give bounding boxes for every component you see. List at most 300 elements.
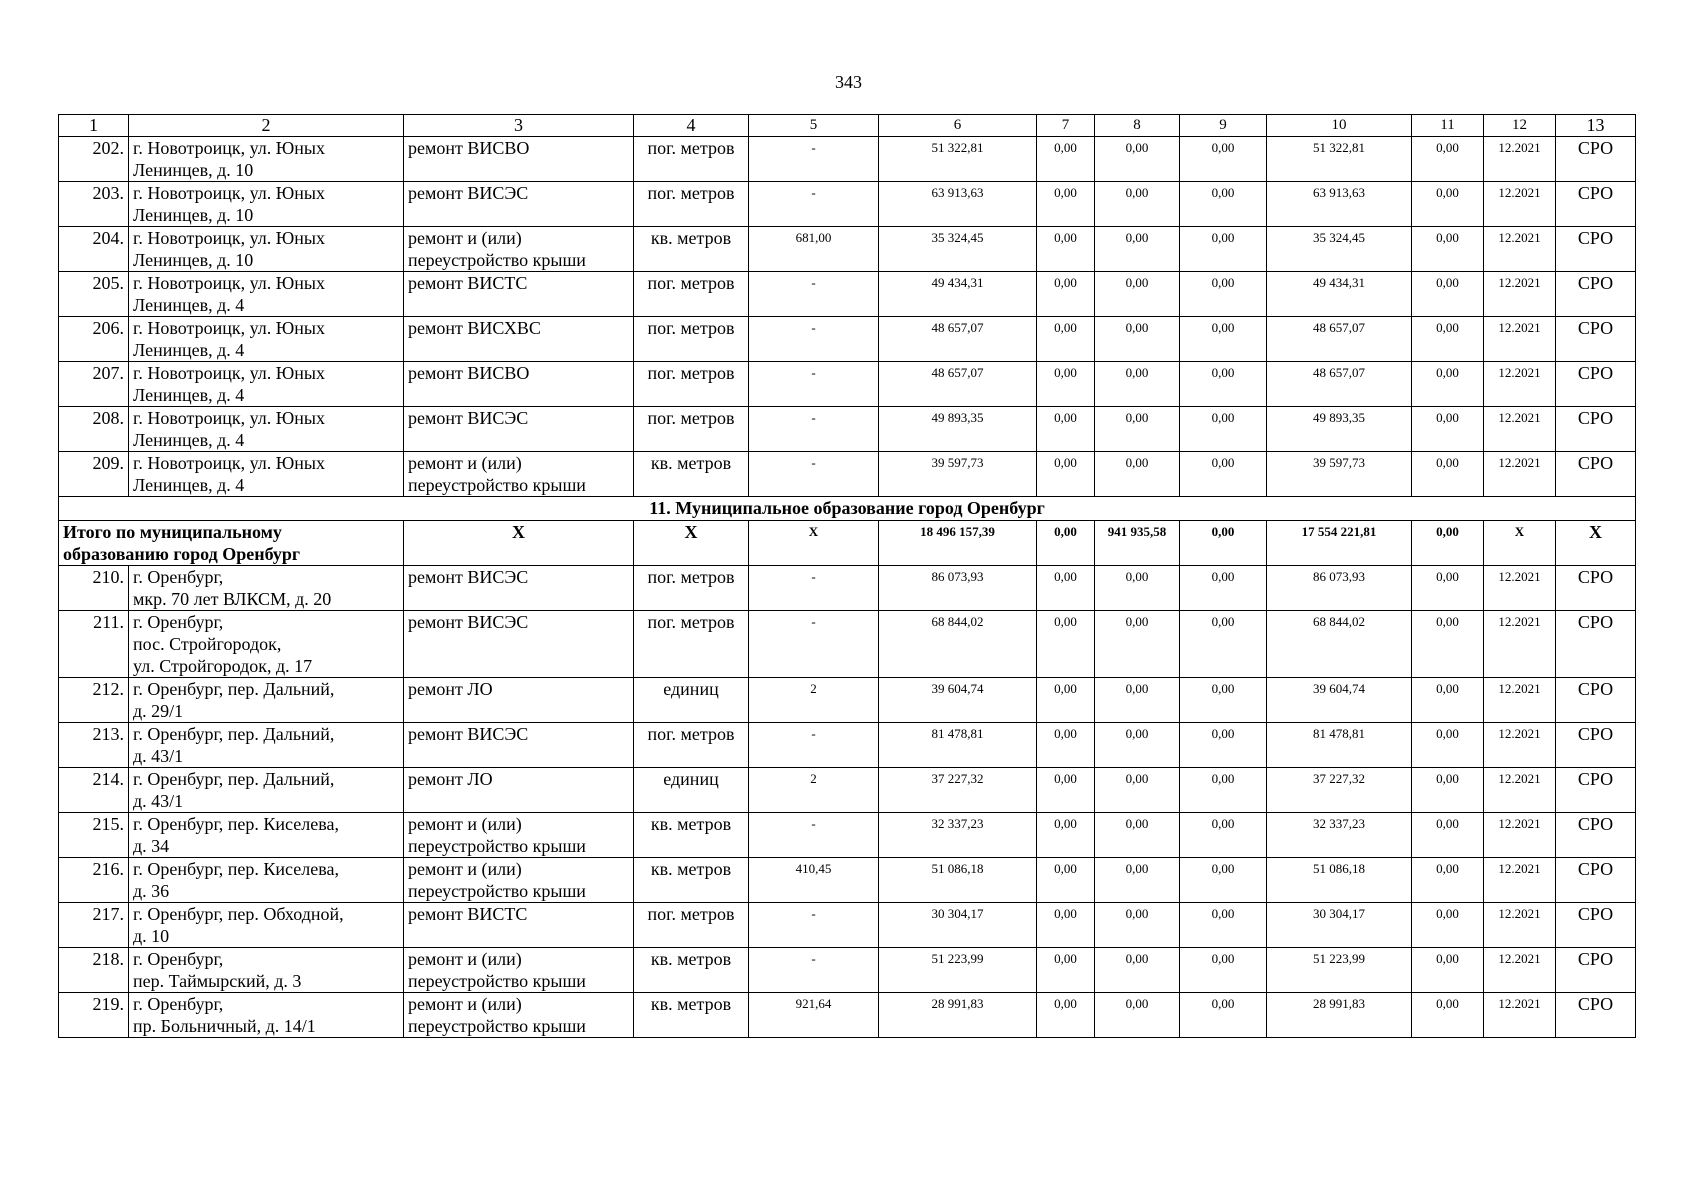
deadline-cell: 12.2021	[1484, 566, 1556, 611]
fund-cell: 0,00	[1037, 227, 1095, 272]
work-type-cell	[404, 317, 634, 362]
regional-budget-cell: 0,00	[1095, 993, 1180, 1038]
address-cell	[129, 993, 404, 1038]
row-number: 213.	[59, 723, 129, 768]
header-cell: 13	[1556, 115, 1636, 137]
text-line: ремонт и (или)	[408, 453, 522, 473]
total-label	[59, 521, 404, 566]
unit-cell: пог. метров	[634, 903, 749, 948]
row-number: 208.	[59, 407, 129, 452]
header-cell: 1	[59, 115, 129, 137]
unit-cell: пог. метров	[634, 566, 749, 611]
text-line: г. Оренбург,	[133, 612, 224, 632]
local-budget-cell: 0,00	[1180, 813, 1267, 858]
unit-cell: кв. метров	[634, 948, 749, 993]
header-cell: 11	[1412, 115, 1484, 137]
text-line: г. Новотроицк, ул. Юных	[133, 138, 326, 158]
owners-funds-cell: 48 657,07	[1267, 362, 1412, 407]
owners-funds-cell: 49 434,31	[1267, 272, 1412, 317]
local-budget-cell: 0,00	[1180, 362, 1267, 407]
owners-funds-cell: 37 227,32	[1267, 768, 1412, 813]
address-cell	[129, 858, 404, 903]
volume-cell: -	[749, 362, 879, 407]
unit-cell: кв. метров	[634, 452, 749, 497]
fund-cell: 0,00	[1037, 611, 1095, 678]
volume-cell: -	[749, 272, 879, 317]
method-cell: СРО	[1556, 993, 1636, 1038]
work-type-cell	[404, 182, 634, 227]
text-line: ремонт и (или)	[408, 859, 522, 879]
local-budget-cell: 0,00	[1180, 611, 1267, 678]
work-type-cell	[404, 903, 634, 948]
unit-cell: пог. метров	[634, 137, 749, 182]
fund-cell: 0,00	[1037, 678, 1095, 723]
deadline-cell: 12.2021	[1484, 768, 1556, 813]
text-line: г. Оренбург, пер. Дальний,	[133, 679, 335, 699]
volume-cell: 921,64	[749, 993, 879, 1038]
method-cell: СРО	[1556, 566, 1636, 611]
other-funds-cell: 0,00	[1412, 182, 1484, 227]
text-line: г. Оренбург,	[133, 994, 224, 1014]
text-line: ремонт ВИСТС	[408, 904, 528, 924]
deadline-cell: 12.2021	[1484, 452, 1556, 497]
owners-funds-cell: 39 597,73	[1267, 452, 1412, 497]
owners-funds-cell: 63 913,63	[1267, 182, 1412, 227]
regional-budget-cell: 0,00	[1095, 272, 1180, 317]
address-cell	[129, 227, 404, 272]
address-cell	[129, 272, 404, 317]
owners-funds-cell: 51 223,99	[1267, 948, 1412, 993]
fund-cell: 0,00	[1037, 903, 1095, 948]
table-row	[59, 272, 1636, 317]
text-line: ремонт ВИСВО	[408, 363, 530, 383]
table-row	[59, 566, 1636, 611]
text-line: г. Оренбург, пер. Обходной,	[133, 904, 344, 924]
row-number: 205.	[59, 272, 129, 317]
regional-budget-cell: 0,00	[1095, 723, 1180, 768]
fund-cell: 0,00	[1037, 566, 1095, 611]
address-cell	[129, 452, 404, 497]
owners-funds-cell: 68 844,02	[1267, 611, 1412, 678]
regional-budget-cell: 0,00	[1095, 137, 1180, 182]
regional-budget-cell: 0,00	[1095, 566, 1180, 611]
work-type-cell	[404, 723, 634, 768]
text-line: Ленинцев, д. 4	[133, 295, 245, 315]
other-funds-cell: 0,00	[1412, 813, 1484, 858]
regional-budget-cell: 0,00	[1095, 407, 1180, 452]
volume-cell: -	[749, 137, 879, 182]
unit-cell: пог. метров	[634, 272, 749, 317]
work-type-cell	[404, 858, 634, 903]
row-number: 215.	[59, 813, 129, 858]
regional-budget-cell: 0,00	[1095, 317, 1180, 362]
text-line: д. 43/1	[133, 791, 184, 811]
address-cell	[129, 813, 404, 858]
table-row	[59, 678, 1636, 723]
unit-cell: пог. метров	[634, 611, 749, 678]
fund-cell: 0,00	[1037, 137, 1095, 182]
total-cost-cell: 81 478,81	[879, 723, 1037, 768]
unit-cell: пог. метров	[634, 407, 749, 452]
text-line: Ленинцев, д. 10	[133, 250, 254, 270]
text-line: Ленинцев, д. 4	[133, 430, 245, 450]
work-type-cell	[404, 993, 634, 1038]
volume-cell: -	[749, 611, 879, 678]
other-funds-cell: 0,00	[1412, 611, 1484, 678]
local-budget-cell: 0,00	[1180, 858, 1267, 903]
table-row	[59, 858, 1636, 903]
text-line: мкр. 70 лет ВЛКСМ, д. 20	[133, 589, 332, 609]
text-line: переустройство крыши	[408, 836, 586, 856]
address-cell	[129, 317, 404, 362]
total-cost-cell: 51 086,18	[879, 858, 1037, 903]
table-row	[59, 182, 1636, 227]
deadline-cell: 12.2021	[1484, 272, 1556, 317]
address-cell	[129, 566, 404, 611]
total-cost-cell: 86 073,93	[879, 566, 1037, 611]
method-cell: СРО	[1556, 723, 1636, 768]
text-line: г. Новотроицк, ул. Юных	[133, 363, 326, 383]
local-budget-cell: 0,00	[1180, 723, 1267, 768]
text-line: г. Оренбург,	[133, 949, 224, 969]
regional-budget-cell: 0,00	[1095, 858, 1180, 903]
unit-cell: пог. метров	[634, 182, 749, 227]
method-cell: СРО	[1556, 137, 1636, 182]
regional-budget-cell: 0,00	[1095, 227, 1180, 272]
volume-cell: 410,45	[749, 858, 879, 903]
other-funds-cell: 0,00	[1412, 137, 1484, 182]
header-cell: 5	[749, 115, 879, 137]
address-cell	[129, 407, 404, 452]
volume-cell: -	[749, 566, 879, 611]
text-line: переустройство крыши	[408, 881, 586, 901]
total-cost-cell: 63 913,63	[879, 182, 1037, 227]
fund-cell: 0,00	[1037, 362, 1095, 407]
header-cell: 9	[1180, 115, 1267, 137]
fund-cell: 0,00	[1037, 948, 1095, 993]
total-c6: 18 496 157,39	[879, 521, 1037, 566]
table-row	[59, 813, 1636, 858]
owners-funds-cell: 86 073,93	[1267, 566, 1412, 611]
text-line: ремонт ВИСВО	[408, 138, 530, 158]
row-number: 212.	[59, 678, 129, 723]
address-cell	[129, 137, 404, 182]
local-budget-cell: 0,00	[1180, 948, 1267, 993]
local-budget-cell: 0,00	[1180, 227, 1267, 272]
other-funds-cell: 0,00	[1412, 768, 1484, 813]
deadline-cell: 12.2021	[1484, 362, 1556, 407]
text-line: г. Оренбург, пер. Киселева,	[133, 814, 339, 834]
total-c8: 941 935,58	[1095, 521, 1180, 566]
header-row	[59, 115, 1636, 137]
text-line: ремонт и (или)	[408, 814, 522, 834]
volume-cell: -	[749, 723, 879, 768]
local-budget-cell: 0,00	[1180, 993, 1267, 1038]
table-row	[59, 407, 1636, 452]
text-line: ремонт ЛО	[408, 769, 493, 789]
total-cost-cell: 68 844,02	[879, 611, 1037, 678]
other-funds-cell: 0,00	[1412, 678, 1484, 723]
other-funds-cell: 0,00	[1412, 317, 1484, 362]
row-number: 207.	[59, 362, 129, 407]
volume-cell: -	[749, 452, 879, 497]
total-c4: X	[634, 521, 749, 566]
address-cell	[129, 678, 404, 723]
unit-cell: единиц	[634, 768, 749, 813]
method-cell: СРО	[1556, 317, 1636, 362]
text-line: Ленинцев, д. 4	[133, 340, 245, 360]
unit-cell: кв. метров	[634, 227, 749, 272]
total-c3: X	[404, 521, 634, 566]
other-funds-cell: 0,00	[1412, 948, 1484, 993]
owners-funds-cell: 81 478,81	[1267, 723, 1412, 768]
text-line: переустройство крыши	[408, 475, 586, 495]
deadline-cell: 12.2021	[1484, 137, 1556, 182]
section-row	[59, 497, 1636, 521]
unit-cell: кв. метров	[634, 993, 749, 1038]
owners-funds-cell: 51 086,18	[1267, 858, 1412, 903]
text-line: Ленинцев, д. 10	[133, 205, 254, 225]
header-cell: 3	[404, 115, 634, 137]
regional-budget-cell: 0,00	[1095, 452, 1180, 497]
table-row	[59, 227, 1636, 272]
text-line: г. Оренбург, пер. Дальний,	[133, 769, 335, 789]
text-line: Ленинцев, д. 4	[133, 475, 245, 495]
text-line: ремонт ВИСЭС	[408, 612, 529, 632]
row-number: 218.	[59, 948, 129, 993]
text-line: д. 36	[133, 881, 170, 901]
text-line: г. Оренбург,	[133, 567, 224, 587]
local-budget-cell: 0,00	[1180, 407, 1267, 452]
other-funds-cell: 0,00	[1412, 858, 1484, 903]
row-number: 203.	[59, 182, 129, 227]
text-line: Ленинцев, д. 4	[133, 385, 245, 405]
deadline-cell: 12.2021	[1484, 723, 1556, 768]
text-line: переустройство крыши	[408, 971, 586, 991]
total-cost-cell: 49 893,35	[879, 407, 1037, 452]
total-cost-cell: 48 657,07	[879, 317, 1037, 362]
method-cell: СРО	[1556, 362, 1636, 407]
unit-cell: пог. метров	[634, 723, 749, 768]
table-row	[59, 768, 1636, 813]
deadline-cell: 12.2021	[1484, 182, 1556, 227]
local-budget-cell: 0,00	[1180, 678, 1267, 723]
text-line: переустройство крыши	[408, 1016, 586, 1036]
fund-cell: 0,00	[1037, 993, 1095, 1038]
total-c11: 0,00	[1412, 521, 1484, 566]
row-number: 217.	[59, 903, 129, 948]
owners-funds-cell: 32 337,23	[1267, 813, 1412, 858]
other-funds-cell: 0,00	[1412, 272, 1484, 317]
other-funds-cell: 0,00	[1412, 227, 1484, 272]
header-cell: 2	[129, 115, 404, 137]
regional-budget-cell: 0,00	[1095, 362, 1180, 407]
fund-cell: 0,00	[1037, 813, 1095, 858]
text-line: ул. Стройгородок, д. 17	[133, 656, 313, 676]
owners-funds-cell: 51 322,81	[1267, 137, 1412, 182]
regional-budget-cell: 0,00	[1095, 768, 1180, 813]
total-cost-cell: 30 304,17	[879, 903, 1037, 948]
works-table	[58, 114, 1636, 1038]
text-line: г. Новотроицк, ул. Юных	[133, 228, 326, 248]
method-cell: СРО	[1556, 858, 1636, 903]
total-cost-cell: 28 991,83	[879, 993, 1037, 1038]
local-budget-cell: 0,00	[1180, 317, 1267, 362]
table-row	[59, 137, 1636, 182]
work-type-cell	[404, 566, 634, 611]
total-c9: 0,00	[1180, 521, 1267, 566]
regional-budget-cell: 0,00	[1095, 813, 1180, 858]
other-funds-cell: 0,00	[1412, 723, 1484, 768]
local-budget-cell: 0,00	[1180, 566, 1267, 611]
text-line: ремонт и (или)	[408, 228, 522, 248]
regional-budget-cell: 0,00	[1095, 948, 1180, 993]
regional-budget-cell: 0,00	[1095, 182, 1180, 227]
work-type-cell	[404, 452, 634, 497]
text-line: пр. Больничный, д. 14/1	[133, 1016, 316, 1036]
work-type-cell	[404, 948, 634, 993]
other-funds-cell: 0,00	[1412, 993, 1484, 1038]
owners-funds-cell: 39 604,74	[1267, 678, 1412, 723]
work-type-cell	[404, 227, 634, 272]
address-cell	[129, 723, 404, 768]
owners-funds-cell: 28 991,83	[1267, 993, 1412, 1038]
fund-cell: 0,00	[1037, 768, 1095, 813]
method-cell: СРО	[1556, 813, 1636, 858]
fund-cell: 0,00	[1037, 317, 1095, 362]
address-cell	[129, 768, 404, 813]
header-cell: 4	[634, 115, 749, 137]
other-funds-cell: 0,00	[1412, 407, 1484, 452]
text-line: ремонт ВИСЭС	[408, 724, 529, 744]
owners-funds-cell: 35 324,45	[1267, 227, 1412, 272]
table-row	[59, 452, 1636, 497]
owners-funds-cell: 49 893,35	[1267, 407, 1412, 452]
other-funds-cell: 0,00	[1412, 903, 1484, 948]
work-type-cell	[404, 362, 634, 407]
row-number: 214.	[59, 768, 129, 813]
deadline-cell: 12.2021	[1484, 317, 1556, 362]
table-row	[59, 993, 1636, 1038]
text-line: г. Новотроицк, ул. Юных	[133, 318, 326, 338]
address-cell	[129, 611, 404, 678]
local-budget-cell: 0,00	[1180, 903, 1267, 948]
unit-cell: пог. метров	[634, 317, 749, 362]
deadline-cell: 12.2021	[1484, 227, 1556, 272]
owners-funds-cell: 48 657,07	[1267, 317, 1412, 362]
text-line: д. 43/1	[133, 746, 184, 766]
local-budget-cell: 0,00	[1180, 452, 1267, 497]
address-cell	[129, 903, 404, 948]
table-row	[59, 723, 1636, 768]
fund-cell: 0,00	[1037, 723, 1095, 768]
volume-cell: 681,00	[749, 227, 879, 272]
address-cell	[129, 362, 404, 407]
deadline-cell: 12.2021	[1484, 407, 1556, 452]
method-cell: СРО	[1556, 407, 1636, 452]
page-number: 343	[835, 72, 862, 92]
local-budget-cell: 0,00	[1180, 137, 1267, 182]
total-c7: 0,00	[1037, 521, 1095, 566]
header-cell: 12	[1484, 115, 1556, 137]
total-cost-cell: 37 227,32	[879, 768, 1037, 813]
text-line: г. Оренбург, пер. Киселева,	[133, 859, 339, 879]
work-type-cell	[404, 407, 634, 452]
table-row	[59, 362, 1636, 407]
method-cell: СРО	[1556, 272, 1636, 317]
text-line: ремонт ЛО	[408, 679, 493, 699]
work-type-cell	[404, 272, 634, 317]
text-line: ремонт и (или)	[408, 994, 522, 1014]
text-line: пер. Таймырский, д. 3	[133, 971, 302, 991]
table-row	[59, 948, 1636, 993]
text-line: ремонт ВИСЭС	[408, 567, 529, 587]
text-line: ремонт ВИСХВС	[408, 318, 541, 338]
unit-cell: кв. метров	[634, 858, 749, 903]
text-line: пос. Стройгородок,	[133, 634, 282, 654]
text-line: Ленинцев, д. 10	[133, 160, 254, 180]
row-number: 204.	[59, 227, 129, 272]
row-number: 211.	[59, 611, 129, 678]
deadline-cell: 12.2021	[1484, 903, 1556, 948]
method-cell: СРО	[1556, 452, 1636, 497]
row-number: 206.	[59, 317, 129, 362]
method-cell: СРО	[1556, 678, 1636, 723]
volume-cell: -	[749, 182, 879, 227]
fund-cell: 0,00	[1037, 272, 1095, 317]
total-row	[59, 521, 1636, 566]
work-type-cell	[404, 813, 634, 858]
table-row	[59, 611, 1636, 678]
other-funds-cell: 0,00	[1412, 452, 1484, 497]
local-budget-cell: 0,00	[1180, 182, 1267, 227]
method-cell: СРО	[1556, 611, 1636, 678]
other-funds-cell: 0,00	[1412, 566, 1484, 611]
fund-cell: 0,00	[1037, 407, 1095, 452]
work-type-cell	[404, 768, 634, 813]
fund-cell: 0,00	[1037, 452, 1095, 497]
header-cell: 6	[879, 115, 1037, 137]
row-number: 209.	[59, 452, 129, 497]
total-c12: X	[1484, 521, 1556, 566]
total-cost-cell: 35 324,45	[879, 227, 1037, 272]
total-c10: 17 554 221,81	[1267, 521, 1412, 566]
volume-cell: -	[749, 948, 879, 993]
deadline-cell: 12.2021	[1484, 858, 1556, 903]
volume-cell: -	[749, 317, 879, 362]
fund-cell: 0,00	[1037, 858, 1095, 903]
work-type-cell	[404, 678, 634, 723]
deadline-cell: 12.2021	[1484, 678, 1556, 723]
header-cell: 8	[1095, 115, 1180, 137]
row-number: 210.	[59, 566, 129, 611]
total-cost-cell: 51 223,99	[879, 948, 1037, 993]
text-line: г. Новотроицк, ул. Юных	[133, 453, 326, 473]
volume-cell: -	[749, 813, 879, 858]
deadline-cell: 12.2021	[1484, 611, 1556, 678]
volume-cell: -	[749, 407, 879, 452]
volume-cell: -	[749, 903, 879, 948]
text-line: г. Новотроицк, ул. Юных	[133, 273, 326, 293]
text-line: ремонт ВИСТС	[408, 273, 528, 293]
total-cost-cell: 49 434,31	[879, 272, 1037, 317]
text-line: д. 29/1	[133, 701, 184, 721]
method-cell: СРО	[1556, 182, 1636, 227]
volume-cell: 2	[749, 768, 879, 813]
total-cost-cell: 32 337,23	[879, 813, 1037, 858]
text-line: г. Оренбург, пер. Дальний,	[133, 724, 335, 744]
row-number: 202.	[59, 137, 129, 182]
